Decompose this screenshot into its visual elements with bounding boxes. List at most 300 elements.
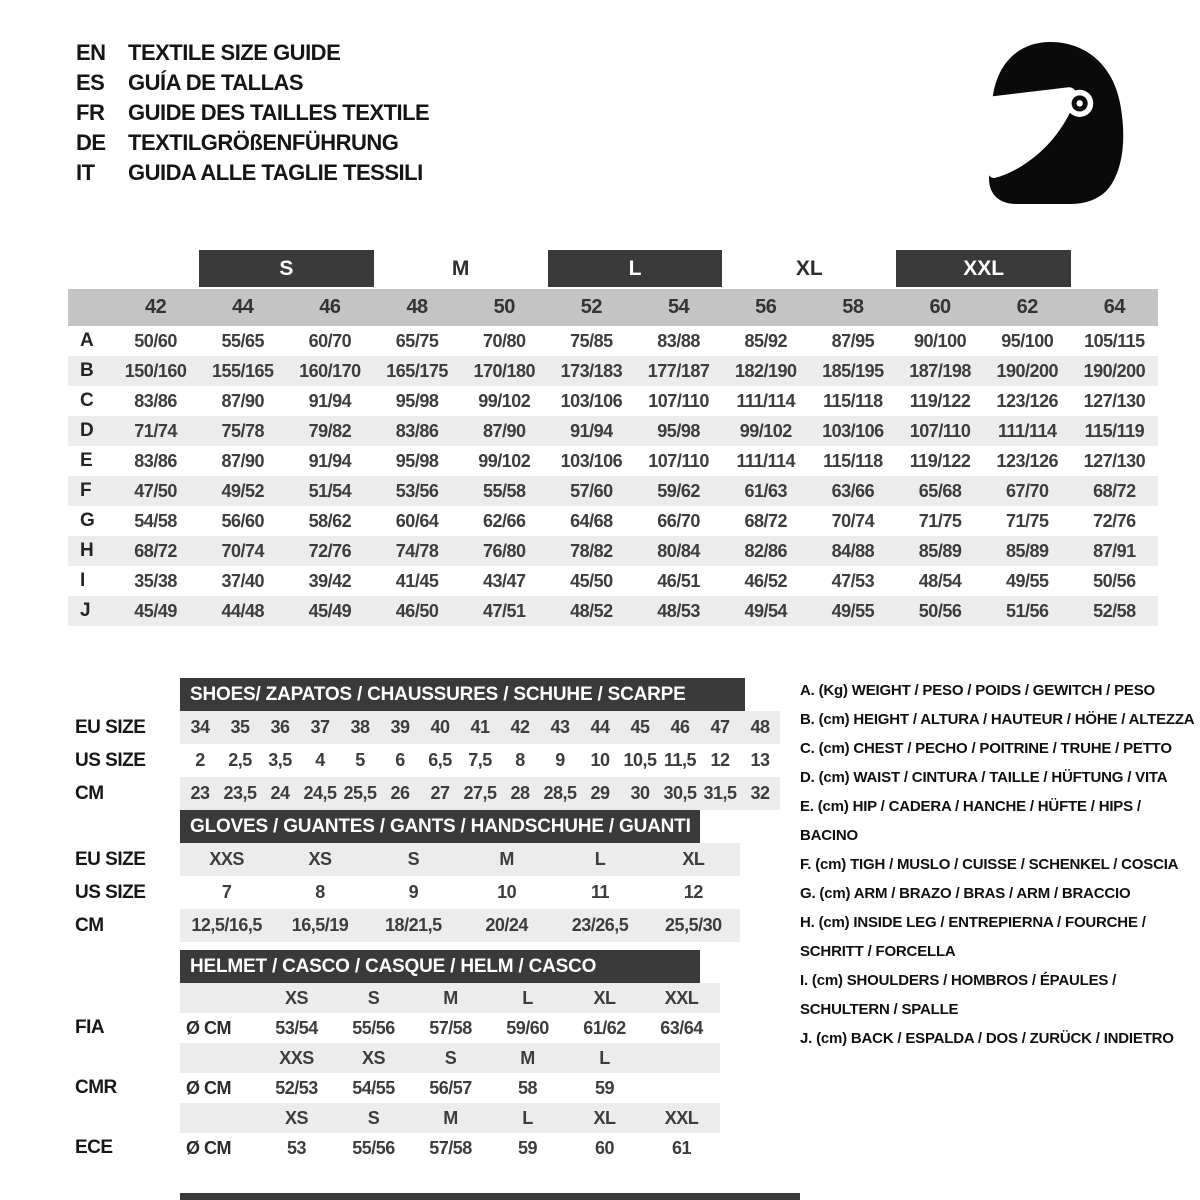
language-title: GUIDE DES TAILLES TEXTILE: [128, 100, 430, 125]
size-value-cell: 46/50: [395, 600, 439, 621]
size-value-cell: 51/54: [308, 480, 352, 501]
size-value-cell: 107/110: [909, 420, 971, 441]
legend-key: A. (Kg): [800, 682, 852, 699]
shoes-row: [75, 744, 780, 777]
legend-item: [800, 879, 1198, 908]
size-value-cell: 107/110: [648, 450, 709, 471]
size-value-cell: 71/75: [918, 510, 962, 531]
size-value-cell: 74/78: [395, 540, 439, 561]
size-value-cell: 65/75: [395, 330, 439, 351]
helmet-row: [75, 1013, 720, 1043]
textile-row-b: [68, 356, 1158, 386]
shoes-value-cell: 43: [550, 717, 570, 737]
shoes-value-cell: 27: [430, 783, 450, 803]
size-value-cell: 83/86: [395, 420, 439, 441]
size-value-cell: 173/183: [560, 360, 623, 381]
shoes-value-cell: 24,5: [303, 783, 337, 803]
cutoff-bar: [180, 1193, 800, 1200]
language-row: [76, 38, 429, 68]
legend-key: C. (cm): [800, 740, 854, 757]
size-value-cell: 52/58: [1093, 600, 1136, 621]
helmet-value-cell: XS: [361, 1047, 385, 1068]
row-key: G: [80, 510, 95, 531]
size-value-cell: 60/64: [395, 510, 439, 531]
size-value-cell: 67/70: [1005, 480, 1049, 501]
size-value-cell: 76/80: [482, 540, 526, 561]
size-group-m: M: [451, 256, 470, 280]
shoes-value-cell: 25,5: [343, 783, 377, 803]
size-header-cell: 58: [842, 296, 864, 318]
legend-key: G. (cm): [800, 885, 854, 902]
size-value-cell: 190/200: [996, 360, 1059, 381]
legend-text: TIGH / MUSLO / CUISSE / SCHENKEL / COSCIA: [850, 856, 1179, 873]
helmet-row: [75, 983, 720, 1013]
size-value-cell: 72/76: [308, 540, 352, 561]
language-code: ES: [76, 70, 105, 95]
textile-row-e: [68, 446, 1158, 476]
language-title-list: [76, 38, 429, 188]
size-value-cell: 39/42: [308, 570, 352, 591]
size-header-cell: 64: [1103, 296, 1126, 318]
size-value-cell: 95/98: [395, 390, 439, 411]
gloves-title-bar: GLOVES / GUANTES / GANTS / HANDSCHUHE / GUANTI: [180, 810, 700, 843]
gloves-value-cell: 10: [497, 882, 517, 902]
helmet-row-label: [75, 1103, 180, 1133]
shoes-value-cell: 11,5: [663, 750, 697, 770]
size-value-cell: 50/60: [134, 330, 177, 351]
size-value-cell: 103/106: [822, 420, 884, 441]
size-value-cell: 127/130: [1083, 450, 1146, 471]
size-value-cell: 56/60: [221, 510, 265, 531]
shoes-value-cell: 7,5: [468, 750, 492, 770]
size-value-cell: 190/200: [1083, 360, 1146, 381]
shoes-value-cell: 42: [510, 717, 530, 737]
size-value-cell: 63/66: [831, 480, 875, 501]
helmet-row-label: [75, 1043, 180, 1073]
size-value-cell: 43/47: [482, 570, 526, 591]
size-header-cell: 44: [232, 296, 254, 318]
row-key: E: [80, 450, 93, 471]
size-value-cell: 170/180: [473, 360, 536, 381]
size-value-cell: 119/122: [909, 390, 971, 411]
size-value-cell: 45/49: [308, 600, 352, 621]
language-title: GUÍA DE TALLAS: [128, 70, 304, 95]
size-value-cell: 70/74: [221, 540, 265, 561]
helmet-title-bar: HELMET / CASCO / CASQUE / HELM / CASCO: [180, 950, 700, 983]
helmet-row-label: FIA: [75, 1017, 105, 1038]
gloves-value-cell: L: [594, 849, 606, 869]
helmet-value-cell: S: [444, 1047, 457, 1068]
size-value-cell: 87/90: [482, 420, 526, 441]
language-row: [76, 98, 429, 128]
helmet-value-cell: S: [367, 1107, 380, 1128]
diameter-cm-label: Ø CM: [186, 1017, 231, 1038]
helmet-value-cell: XXL: [664, 987, 699, 1008]
helmet-value-cell: XS: [284, 1107, 308, 1128]
gloves-row-label: US SIZE: [75, 881, 146, 903]
shoes-value-cell: 12: [710, 750, 730, 770]
size-value-cell: 65/68: [918, 480, 962, 501]
size-value-cell: 54/58: [134, 510, 177, 531]
size-value-cell: 83/88: [657, 330, 700, 351]
shoes-value-cell: 36: [270, 717, 290, 737]
size-value-cell: 91/94: [570, 420, 613, 441]
shoes-row-values: [180, 777, 780, 810]
gloves-value-cell: 20/24: [485, 915, 528, 935]
size-value-cell: 79/82: [308, 420, 352, 441]
helmet-row: [75, 1103, 720, 1133]
size-value-cell: 87/90: [221, 450, 265, 471]
row-key: D: [80, 420, 94, 441]
size-value-cell: 46/51: [657, 570, 700, 591]
shoes-value-cell: 30,5: [663, 783, 697, 803]
size-value-cell: 57/60: [570, 480, 613, 501]
gloves-value-cell: XXS: [209, 849, 244, 869]
legend-list: [800, 676, 1198, 1053]
gloves-value-cell: XL: [682, 849, 705, 869]
helmet-value-cell: M: [443, 1107, 458, 1128]
helmet-value-cell: 56/57: [429, 1077, 472, 1098]
helmet-value-cell: 59: [594, 1077, 615, 1098]
textile-row-g: [68, 506, 1158, 536]
helmet-value-cell: 61: [671, 1137, 692, 1158]
shoes-value-cell: 23: [190, 783, 210, 803]
size-value-cell: 107/110: [648, 390, 709, 411]
size-value-cell: 47/53: [831, 570, 875, 591]
shoes-value-cell: 28,5: [543, 783, 577, 803]
helmet-value-cell: L: [522, 1107, 533, 1128]
size-value-cell: 103/106: [560, 450, 623, 471]
helmet-value-cell: 53/54: [275, 1017, 318, 1038]
shoes-value-cell: 24: [270, 783, 290, 803]
shoes-value-cell: 44: [590, 717, 610, 737]
size-value-cell: 59/62: [657, 480, 700, 501]
row-key: I: [80, 570, 85, 591]
language-title: GUIDA ALLE TAGLIE TESSILI: [128, 160, 423, 185]
helmet-row: [75, 1133, 720, 1163]
helmet-row-values: [180, 1013, 720, 1043]
size-value-cell: 62/66: [482, 510, 526, 531]
helmet-value-cell: L: [599, 1047, 610, 1068]
shoes-value-cell: 34: [190, 717, 210, 737]
shoes-row: [75, 777, 780, 810]
diameter-cm-label: Ø CM: [186, 1137, 231, 1158]
legend-item: [800, 792, 1198, 850]
gloves-value-cell: 9: [408, 882, 419, 902]
gloves-value-cell: 8: [315, 882, 325, 902]
size-value-cell: 160/170: [299, 360, 361, 381]
legend-text: BACK / ESPALDA / DOS / ZURÜCK / INDIETRO: [850, 1030, 1174, 1047]
size-value-cell: 115/118: [823, 390, 883, 411]
shoes-row-label: EU SIZE: [75, 716, 146, 738]
shoes-value-cell: 8: [515, 750, 525, 770]
shoes-value-cell: 23,5: [223, 783, 257, 803]
language-row: [76, 68, 429, 98]
size-value-cell: 49/54: [744, 600, 788, 621]
gloves-row-values: [180, 876, 740, 909]
language-code: EN: [76, 40, 106, 65]
textile-size-table: [68, 250, 1158, 626]
size-value-cell: 35/38: [134, 570, 177, 591]
size-value-cell: 70/80: [482, 330, 526, 351]
legend-key: F. (cm): [800, 856, 851, 873]
legend-item: [800, 1024, 1198, 1053]
size-value-cell: 87/95: [831, 330, 875, 351]
language-title: TEXTILGRÖßENFÜHRUNG: [128, 130, 399, 155]
size-header-cell: 42: [144, 296, 167, 318]
size-header-cell: 50: [493, 296, 515, 318]
size-value-cell: 155/165: [211, 360, 274, 381]
size-value-cell: 150/160: [124, 360, 187, 381]
helmet-row-values: [180, 1103, 720, 1133]
legend-text: CHEST / PECHO / POITRINE / TRUHE / PETTO: [853, 740, 1172, 757]
size-value-cell: 51/56: [1005, 600, 1049, 621]
size-value-cell: 111/114: [997, 420, 1057, 441]
size-value-cell: 115/118: [823, 450, 883, 471]
size-value-cell: 111/114: [736, 450, 796, 471]
legend-item: [800, 734, 1198, 763]
size-value-cell: 103/106: [560, 390, 623, 411]
size-value-cell: 177/187: [647, 360, 710, 381]
gloves-row-label: CM: [75, 914, 104, 936]
shoes-value-cell: 5: [355, 750, 365, 770]
size-value-cell: 48/54: [918, 570, 962, 591]
size-value-cell: 105/115: [1084, 330, 1145, 351]
shoes-rows: [75, 711, 780, 810]
gloves-value-cell: 25,5/30: [665, 915, 722, 935]
shoes-value-cell: 6: [395, 750, 405, 770]
helmet-value-cell: 54/55: [352, 1077, 395, 1098]
shoes-value-cell: 30: [630, 783, 650, 803]
size-value-cell: 71/74: [134, 420, 177, 441]
gloves-value-cell: XS: [308, 849, 332, 869]
size-value-cell: 58/62: [308, 510, 352, 531]
size-group-xxl: XXL: [896, 250, 1070, 287]
shoes-value-cell: 3,5: [268, 750, 292, 770]
gloves-row-values: [180, 843, 740, 876]
shoes-value-cell: 27,5: [463, 783, 497, 803]
size-value-cell: 37/40: [221, 570, 265, 591]
gloves-value-cell: S: [407, 849, 420, 869]
size-value-cell: 84/88: [831, 540, 875, 561]
legend-key: J. (cm): [800, 1030, 851, 1047]
size-value-cell: 75/78: [221, 420, 265, 441]
language-row: [76, 128, 429, 158]
size-header-cell: 52: [580, 296, 603, 318]
legend-key: D. (cm): [800, 769, 854, 786]
textile-table-body: [68, 326, 1158, 626]
legend-item: [800, 966, 1198, 1024]
legend-item: [800, 850, 1198, 879]
helmet-row: [75, 1043, 720, 1073]
legend-key: B. (cm): [800, 711, 854, 728]
size-value-cell: 111/114: [736, 390, 796, 411]
size-value-cell: 66/70: [657, 510, 700, 531]
size-value-cell: 75/85: [570, 330, 613, 351]
size-value-cell: 91/94: [308, 450, 352, 471]
gloves-section: [75, 810, 740, 942]
legend-text-line2: SCHULTERN / SPALLE: [800, 1001, 959, 1018]
legend-text: HIP / CADERA / HANCHE / HÜFTE / HIPS / BACINO: [800, 798, 1141, 844]
row-key: H: [80, 540, 94, 561]
size-value-cell: 44/48: [221, 600, 265, 621]
shoes-value-cell: 29: [590, 783, 610, 803]
shoes-value-cell: 28: [510, 783, 530, 803]
legend-key: I. (cm): [800, 972, 847, 989]
shoes-row-values: [180, 711, 780, 744]
size-value-cell: 83/86: [134, 450, 177, 471]
helmet-value-cell: M: [443, 987, 458, 1008]
size-value-cell: 49/52: [221, 480, 265, 501]
size-value-cell: 187/198: [909, 360, 971, 381]
size-value-cell: 70/74: [831, 510, 875, 531]
gloves-row: [75, 876, 740, 909]
racing-helmet-icon: [976, 40, 1132, 206]
shoes-value-cell: 46: [670, 717, 690, 737]
size-value-cell: 85/89: [918, 540, 962, 561]
gloves-row: [75, 909, 740, 942]
gloves-row: [75, 843, 740, 876]
helmet-value-cell: XL: [593, 1107, 616, 1128]
helmet-row-values: [180, 983, 720, 1013]
legend-text: ARM / BRAZO / BRAS / ARM / BRACCIO: [853, 885, 1131, 902]
size-value-cell: 48/53: [657, 600, 700, 621]
row-key: J: [80, 600, 91, 621]
shoes-value-cell: 13: [750, 750, 770, 770]
size-value-cell: 41/45: [395, 570, 439, 591]
legend-text-line2: SCHRITT / FORCELLA: [800, 943, 956, 960]
helmet-value-cell: S: [367, 987, 380, 1008]
size-value-cell: 95/98: [395, 450, 439, 471]
row-key: A: [80, 330, 94, 351]
size-value-cell: 165/175: [386, 360, 448, 381]
gloves-value-cell: M: [499, 849, 514, 869]
gloves-value-cell: 18/21,5: [385, 915, 442, 935]
shoes-value-cell: 4: [315, 750, 325, 770]
helmet-value-cell: 61/62: [583, 1017, 626, 1038]
gloves-value-cell: 7: [221, 882, 232, 902]
size-value-cell: 68/72: [134, 540, 177, 561]
helmet-value-cell: L: [522, 987, 533, 1008]
legend-text: SHOULDERS / HOMBROS / ÉPAULES /: [846, 972, 1117, 989]
legend-item: [800, 676, 1198, 705]
size-value-cell: 119/122: [909, 450, 971, 471]
language-code: IT: [76, 160, 95, 185]
size-value-cell: 55/58: [482, 480, 526, 501]
size-group-l: L: [548, 250, 722, 287]
shoes-value-cell: 10,5: [623, 750, 657, 770]
helmet-row-values: [180, 1133, 720, 1163]
gloves-value-cell: 16,5/19: [291, 915, 349, 935]
shoes-value-cell: 37: [310, 717, 330, 737]
gloves-row-values: [180, 909, 740, 942]
helmet-section: [75, 950, 720, 1163]
size-value-cell: 48/52: [570, 600, 613, 621]
gloves-value-cell: 11: [590, 882, 609, 902]
legend-text: WAIST / CINTURA / TAILLE / HÜFTUNG / VITA: [853, 769, 1168, 786]
size-value-cell: 53/56: [395, 480, 439, 501]
size-value-cell: 47/50: [134, 480, 177, 501]
size-header-cell: 60: [929, 296, 951, 318]
helmet-value-cell: XXL: [664, 1107, 699, 1128]
size-value-cell: 99/102: [478, 450, 531, 471]
legend-item: [800, 763, 1198, 792]
legend-text: HEIGHT / ALTURA / HAUTEUR / HÖHE / ALTEZZA: [853, 711, 1195, 728]
size-value-cell: 85/92: [744, 330, 788, 351]
textile-size-group-row: [68, 250, 1158, 287]
size-value-cell: 60/70: [308, 330, 352, 351]
textile-row-f: [68, 476, 1158, 506]
size-value-cell: 95/100: [1001, 330, 1054, 351]
size-header-cell: 46: [319, 296, 341, 318]
helmet-value-cell: XS: [284, 987, 308, 1008]
size-value-cell: 68/72: [1093, 480, 1136, 501]
size-value-cell: 87/90: [221, 390, 265, 411]
shoes-value-cell: 41: [470, 717, 490, 737]
size-value-cell: 123/126: [996, 390, 1059, 411]
size-group-s: S: [199, 250, 373, 287]
size-value-cell: 61/63: [744, 480, 788, 501]
textile-row-a: [68, 326, 1158, 356]
shoes-section: [75, 678, 780, 810]
size-value-cell: 182/190: [734, 360, 797, 381]
size-value-cell: 99/102: [739, 420, 792, 441]
shoes-value-cell: 2: [195, 750, 205, 770]
shoes-value-cell: 48: [750, 717, 770, 737]
helmet-value-cell: 55/56: [352, 1137, 395, 1158]
shoes-value-cell: 9: [555, 750, 565, 770]
language-code: FR: [76, 100, 105, 125]
diameter-cm-label: Ø CM: [186, 1077, 231, 1098]
size-value-cell: 99/102: [478, 390, 531, 411]
gloves-row-label: EU SIZE: [75, 848, 146, 870]
shoes-value-cell: 38: [350, 717, 370, 737]
textile-row-i: [68, 566, 1158, 596]
helmet-value-cell: M: [520, 1047, 535, 1068]
size-value-cell: 83/86: [134, 390, 177, 411]
helmet-value-cell: 57/58: [429, 1137, 472, 1158]
size-value-cell: 78/82: [570, 540, 613, 561]
shoes-value-cell: 6,5: [428, 750, 452, 770]
gloves-value-cell: 12,5/16,5: [191, 915, 262, 935]
size-value-cell: 115/119: [1084, 420, 1145, 441]
language-row: [76, 158, 429, 188]
size-value-cell: 50/56: [1093, 570, 1136, 591]
shoes-value-cell: 47: [710, 717, 730, 737]
shoes-value-cell: 2,5: [228, 750, 252, 770]
size-value-cell: 45/50: [570, 570, 613, 591]
textile-size-row: [68, 289, 1158, 326]
size-value-cell: 49/55: [1005, 570, 1049, 591]
size-value-cell: 45/49: [134, 600, 177, 621]
textile-row-c: [68, 386, 1158, 416]
textile-row-h: [68, 536, 1158, 566]
size-header-cell: 62: [1016, 296, 1038, 318]
helmet-value-cell: 59: [517, 1137, 538, 1158]
shoes-value-cell: 45: [630, 717, 650, 737]
size-value-cell: 50/56: [918, 600, 962, 621]
helmet-row-label: [75, 983, 180, 1013]
helmet-value-cell: 53: [286, 1137, 307, 1158]
row-key: C: [80, 390, 94, 411]
size-value-cell: 49/55: [831, 600, 875, 621]
helmet-value-cell: XL: [593, 987, 616, 1008]
legend-item: [800, 908, 1198, 966]
shoes-value-cell: 35: [230, 717, 250, 737]
helmet-rows: [75, 983, 720, 1163]
size-value-cell: 85/89: [1005, 540, 1049, 561]
helmet-value-cell: 59/60: [506, 1017, 549, 1038]
